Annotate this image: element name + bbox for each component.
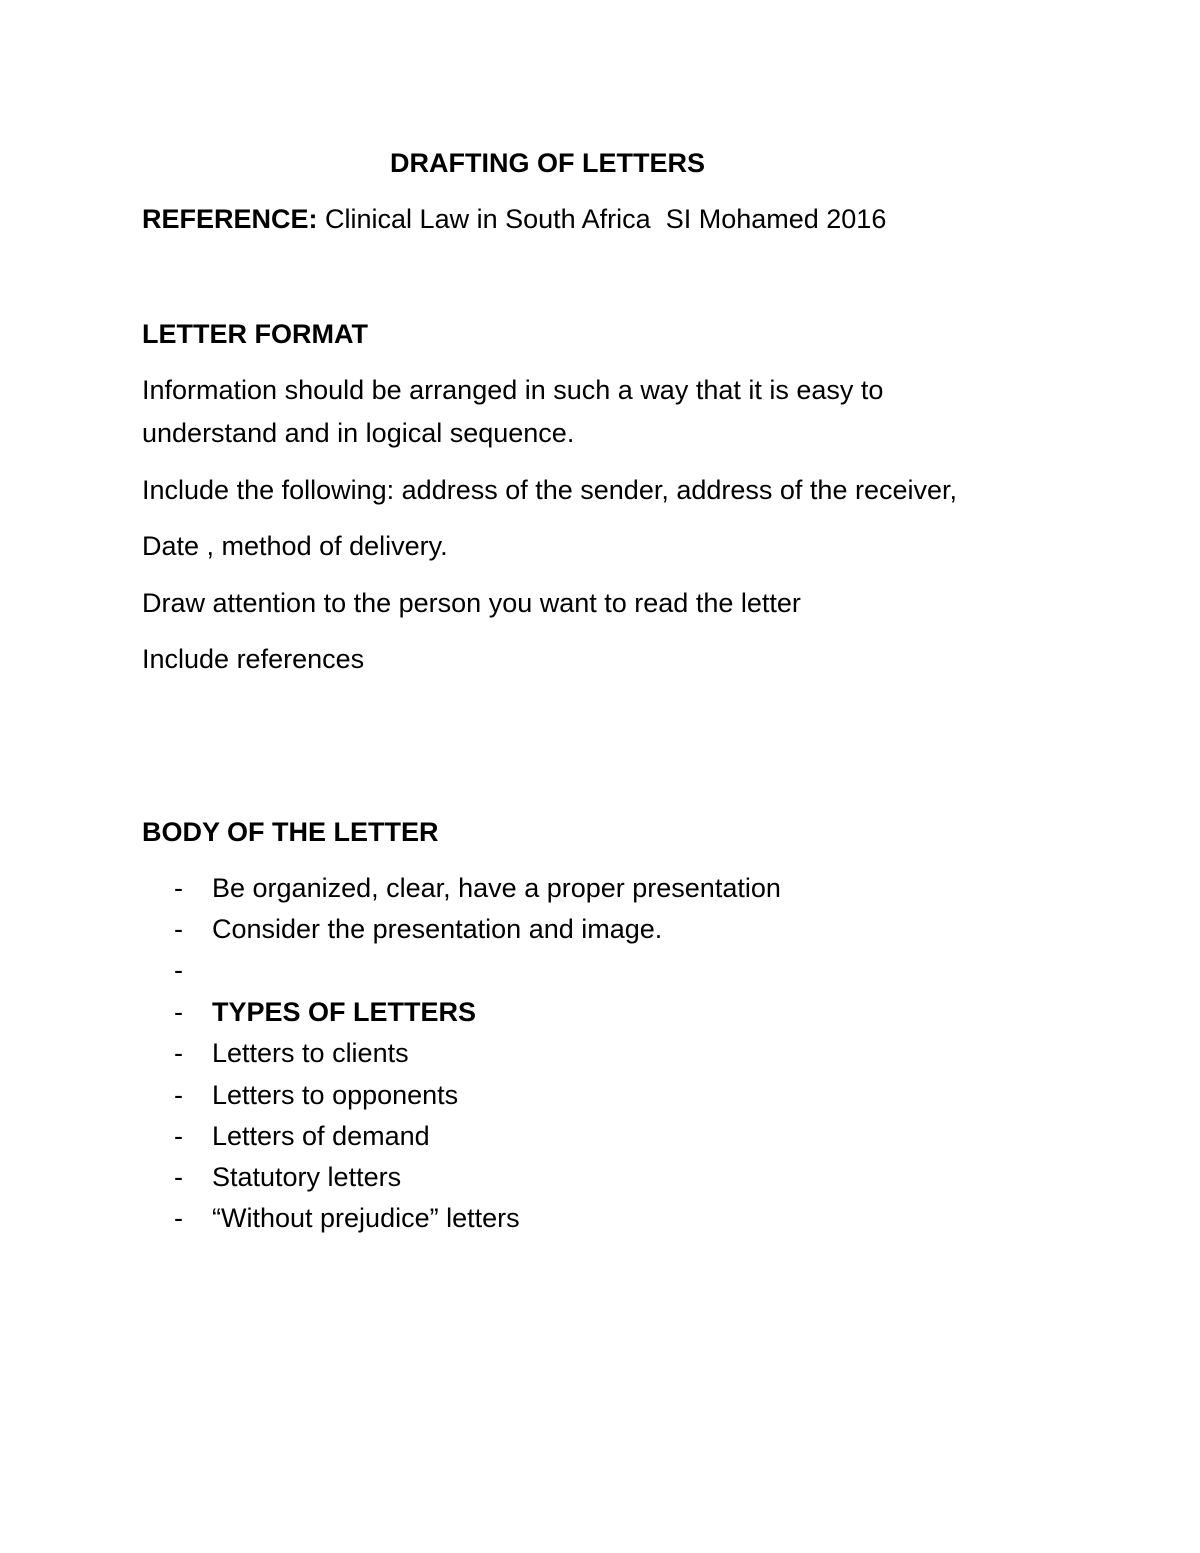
list-item-text: Statutory letters [212, 1162, 402, 1192]
bullet-dash: - [174, 1121, 183, 1151]
list-item-text: Letters of demand [212, 1121, 430, 1151]
list-item [174, 1082, 458, 1109]
letter-format-heading: LETTER FORMAT [142, 319, 368, 349]
format-line: Information should be arranged in such a way that it is easy to [142, 375, 884, 405]
list-item-text: Be organized, clear, have a proper presentation [212, 873, 781, 903]
format-line: Draw attention to the person you want to read the letter [142, 588, 801, 618]
list-item [174, 957, 212, 984]
list-item [174, 1123, 430, 1150]
list-item-text: Letters to clients [212, 1038, 409, 1068]
list-item [174, 875, 781, 902]
bullet-dash: - [174, 1038, 183, 1068]
format-line: Date , method of delivery. [142, 531, 448, 561]
format-line: Include the following: address of the sender, address of the receiver, [142, 475, 957, 505]
bullet-dash: - [174, 873, 183, 903]
types-of-letters-heading: TYPES OF LETTERS [212, 997, 477, 1027]
list-item [174, 1164, 401, 1191]
bullet-dash: - [174, 1203, 183, 1233]
bullet-dash: - [174, 1080, 183, 1110]
reference-line [142, 206, 886, 233]
list-item [174, 999, 476, 1026]
list-item-text: Letters to opponents [212, 1080, 459, 1110]
format-line: understand and in logical sequence. [142, 418, 575, 448]
list-item [174, 1205, 520, 1232]
bullet-dash: - [174, 955, 183, 985]
list-item-text: “Without prejudice” letters [212, 1203, 520, 1233]
body-of-letter-heading: BODY OF THE LETTER [142, 817, 439, 847]
list-item [174, 916, 662, 943]
bullet-dash: - [174, 997, 183, 1027]
bullet-dash: - [174, 914, 183, 944]
reference-text: Clinical Law in South Africa SI Mohamed 2016 [325, 204, 887, 234]
list-item-text: Consider the presentation and image. [212, 914, 663, 944]
format-line: Include references [142, 644, 365, 674]
bullet-dash: - [174, 1162, 183, 1192]
document-title: DRAFTING OF LETTERS [390, 148, 705, 178]
reference-label: REFERENCE: [142, 204, 318, 234]
list-item [174, 1040, 409, 1067]
